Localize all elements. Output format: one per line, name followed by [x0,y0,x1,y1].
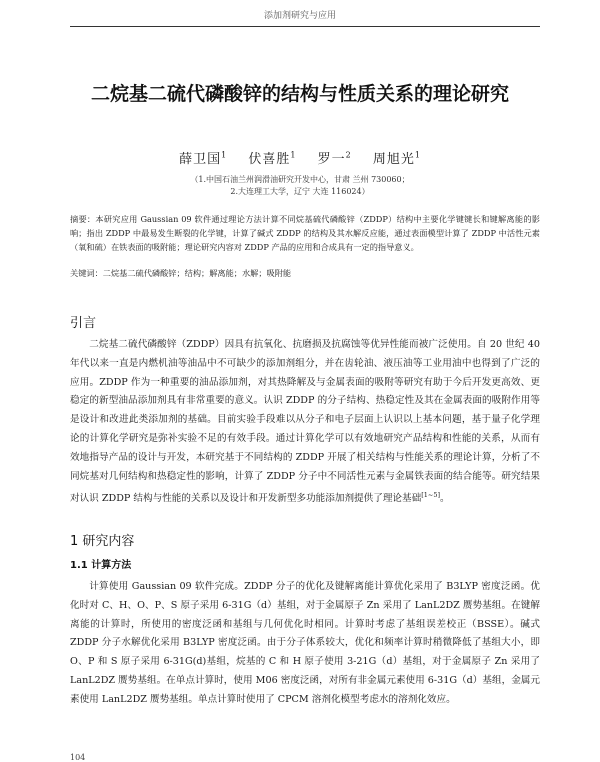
author-name: 周旭光$^1$ [372,150,421,167]
page-number: 104 [70,753,86,762]
intro-paragraph: 二烷基二硫代磷酸锌（ZDDP）因具有抗氧化、抗磨损及抗腐蚀等优异性能而被广泛使用。自 20 世纪 40 年代以来一直是内燃机油等油品中不可缺少的添加剂组分，并在齿轮油、液压油等工业用油中也得到了广泛的应用。ZDDP 作为一种重要的油品添加剂，对其热降解及与金属表面的吸附等研究有助于今后开发更高效、更稳定的新型油品添加剂具有非常重要的意义。认识 ZDDP 的分子结构、热稳定性及其在金属表面的吸附作用等是设计和改进此类添加剂的基础。目前实验手段难以从分子和电子层面上认识以上基本问题，基于量子化学理论的计算化学研究是弥补实验不足的有效手段。通过计算化学可以有效地研究产品结构和性能的关系，从而有效地指导产品的设计与开发，本研究基于不同结构的 ZDDP 开展了相关结构与性能关系的理论计算，分析了不同烷基对几何结构和热稳定性的影响，计算了 ZDDP 分子中不同活性元素与金属铁表面的结合能等。研究结果对认识 ZDDP 结构与性能的关系以及设计和开发新型多功能添加剂提供了理论基础[1~5]。 [70,339,540,505]
author-list [0,148,600,167]
keywords-text: 二烷基二硫代磷酸锌；结构；解离能；水解；吸附能 [102,268,292,278]
method-paragraph: 计算使用 Gaussian 09 软件完成。ZDDP 分子的优化及键解离能计算优化采用了 B3LYP 密度泛函。优化时对 C、H、O、P、S 原子采用 6-31G（d）基组，对于金属原子 Zn 采用了 LanL2DZ 赝势基组。在键解离能的计算时，所使用的密度泛函和基组与几何优化时相同。计算时考虑了基组误差校正（BSSE）。碱式 ZDDP 分子水解优化采用 B3LYP 密度泛函。由于分子体系较大，优化和频率计算时稍微降低了基组大小，即 O、P 和 S 原子采用 6-31G(d)基组，烷基的 C 和 H 原子使用 3-21G（d）基组，对于金属原子 Zn 采用了 LanL2DZ 赝势基组。在单点计算时，使用 M06 密度泛函，对所有非金属元素使用 6-31G（d）基组，金属元素使用 LanL2DZ 赝势基组。单点计算时使用了 CPCM 溶剂化模型考虑水的溶剂化效应。 [70,581,540,705]
keywords-label: 关键词： [70,268,103,278]
header-rule [70,26,540,27]
abstract-label: 摘要： [70,214,96,224]
section-1-heading: 1 研究内容 [70,534,135,549]
author-name: 薛卫国$^1$ [179,150,228,167]
affiliation-line: （1.中国石油兰州润滑油研究开发中心，甘肃 兰州 730060； [190,175,410,184]
section-1-1-heading: 1.1 计算方法 [70,560,132,571]
intro-heading: 引言 [70,316,97,331]
paper-title: 二烷基二硫代磷酸锌的结构与性质关系的理论研究 [90,83,509,105]
keywords [70,266,540,280]
citation: [1~5] [421,491,440,500]
abstract-text: 本研究应用 Gaussian 09 软件通过理论方法计算不同烷基硫代磷酸锌（ZDDP）结构中主要化学键键长和键解离能的影响；指出 ZDDP 中最易发生断裂的化学键，计算了碱式 ZDDP 的结构及其水解反应能，通过表面模型计算了 ZDDP 中活性元素（氧和硫）在铁表面的吸附能；理论研究内容对 ZDDP 产品的应用和合成具有一定的指导意义。 [70,214,540,252]
running-head: 添加剂研究与应用 [263,11,336,21]
affiliation-line: 2.大连理工大学，辽宁 大连 116024） [230,187,370,196]
author-name: 伏喜胜$^1$ [248,150,297,167]
abstract [70,212,540,254]
affiliations [0,174,600,198]
author-name: 罗一$^2$ [317,150,352,167]
